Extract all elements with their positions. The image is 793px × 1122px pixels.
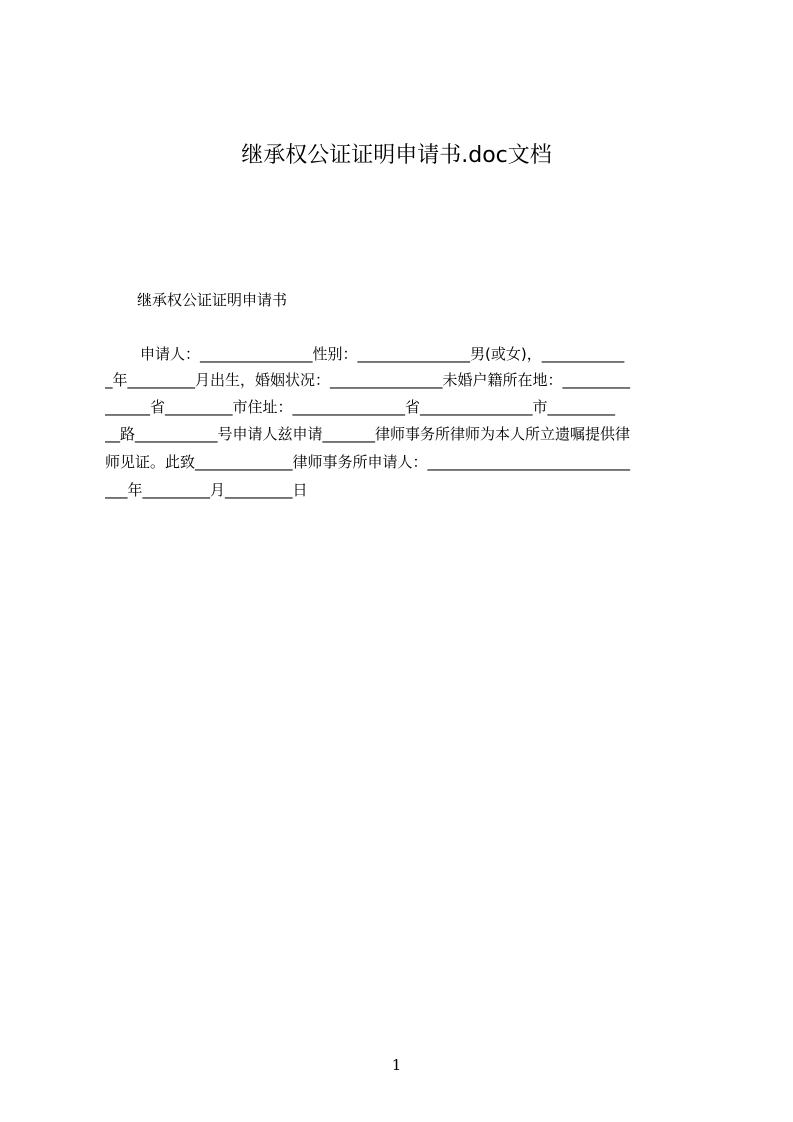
body-line-2: _年_________月出生，婚姻状况：_______________未婚户籍所在地：_________ bbox=[105, 371, 631, 389]
body-line-1 bbox=[105, 344, 700, 364]
body-line-3: ______省_________市住址：_______________省_______________市_________ bbox=[105, 398, 616, 416]
document-title: 继承权公证证明申请书.doc文档 bbox=[241, 143, 552, 168]
body-line-1-text: 申请人：_______________性别：_______________男(或女)，___________ bbox=[140, 345, 625, 363]
page-number: 1 bbox=[391, 1056, 402, 1074]
body-line-5: 师见证。此致_____________律师事务所申请人：___________________________ bbox=[105, 453, 631, 471]
document-subtitle: 继承权公证证明申请书 bbox=[137, 291, 288, 309]
body-line-6: ___年_________月_________日 bbox=[105, 481, 308, 499]
body-line-4: __路___________号申请人兹申请_______律师事务所律师为本人所立遗嘱提供律 bbox=[105, 425, 631, 443]
